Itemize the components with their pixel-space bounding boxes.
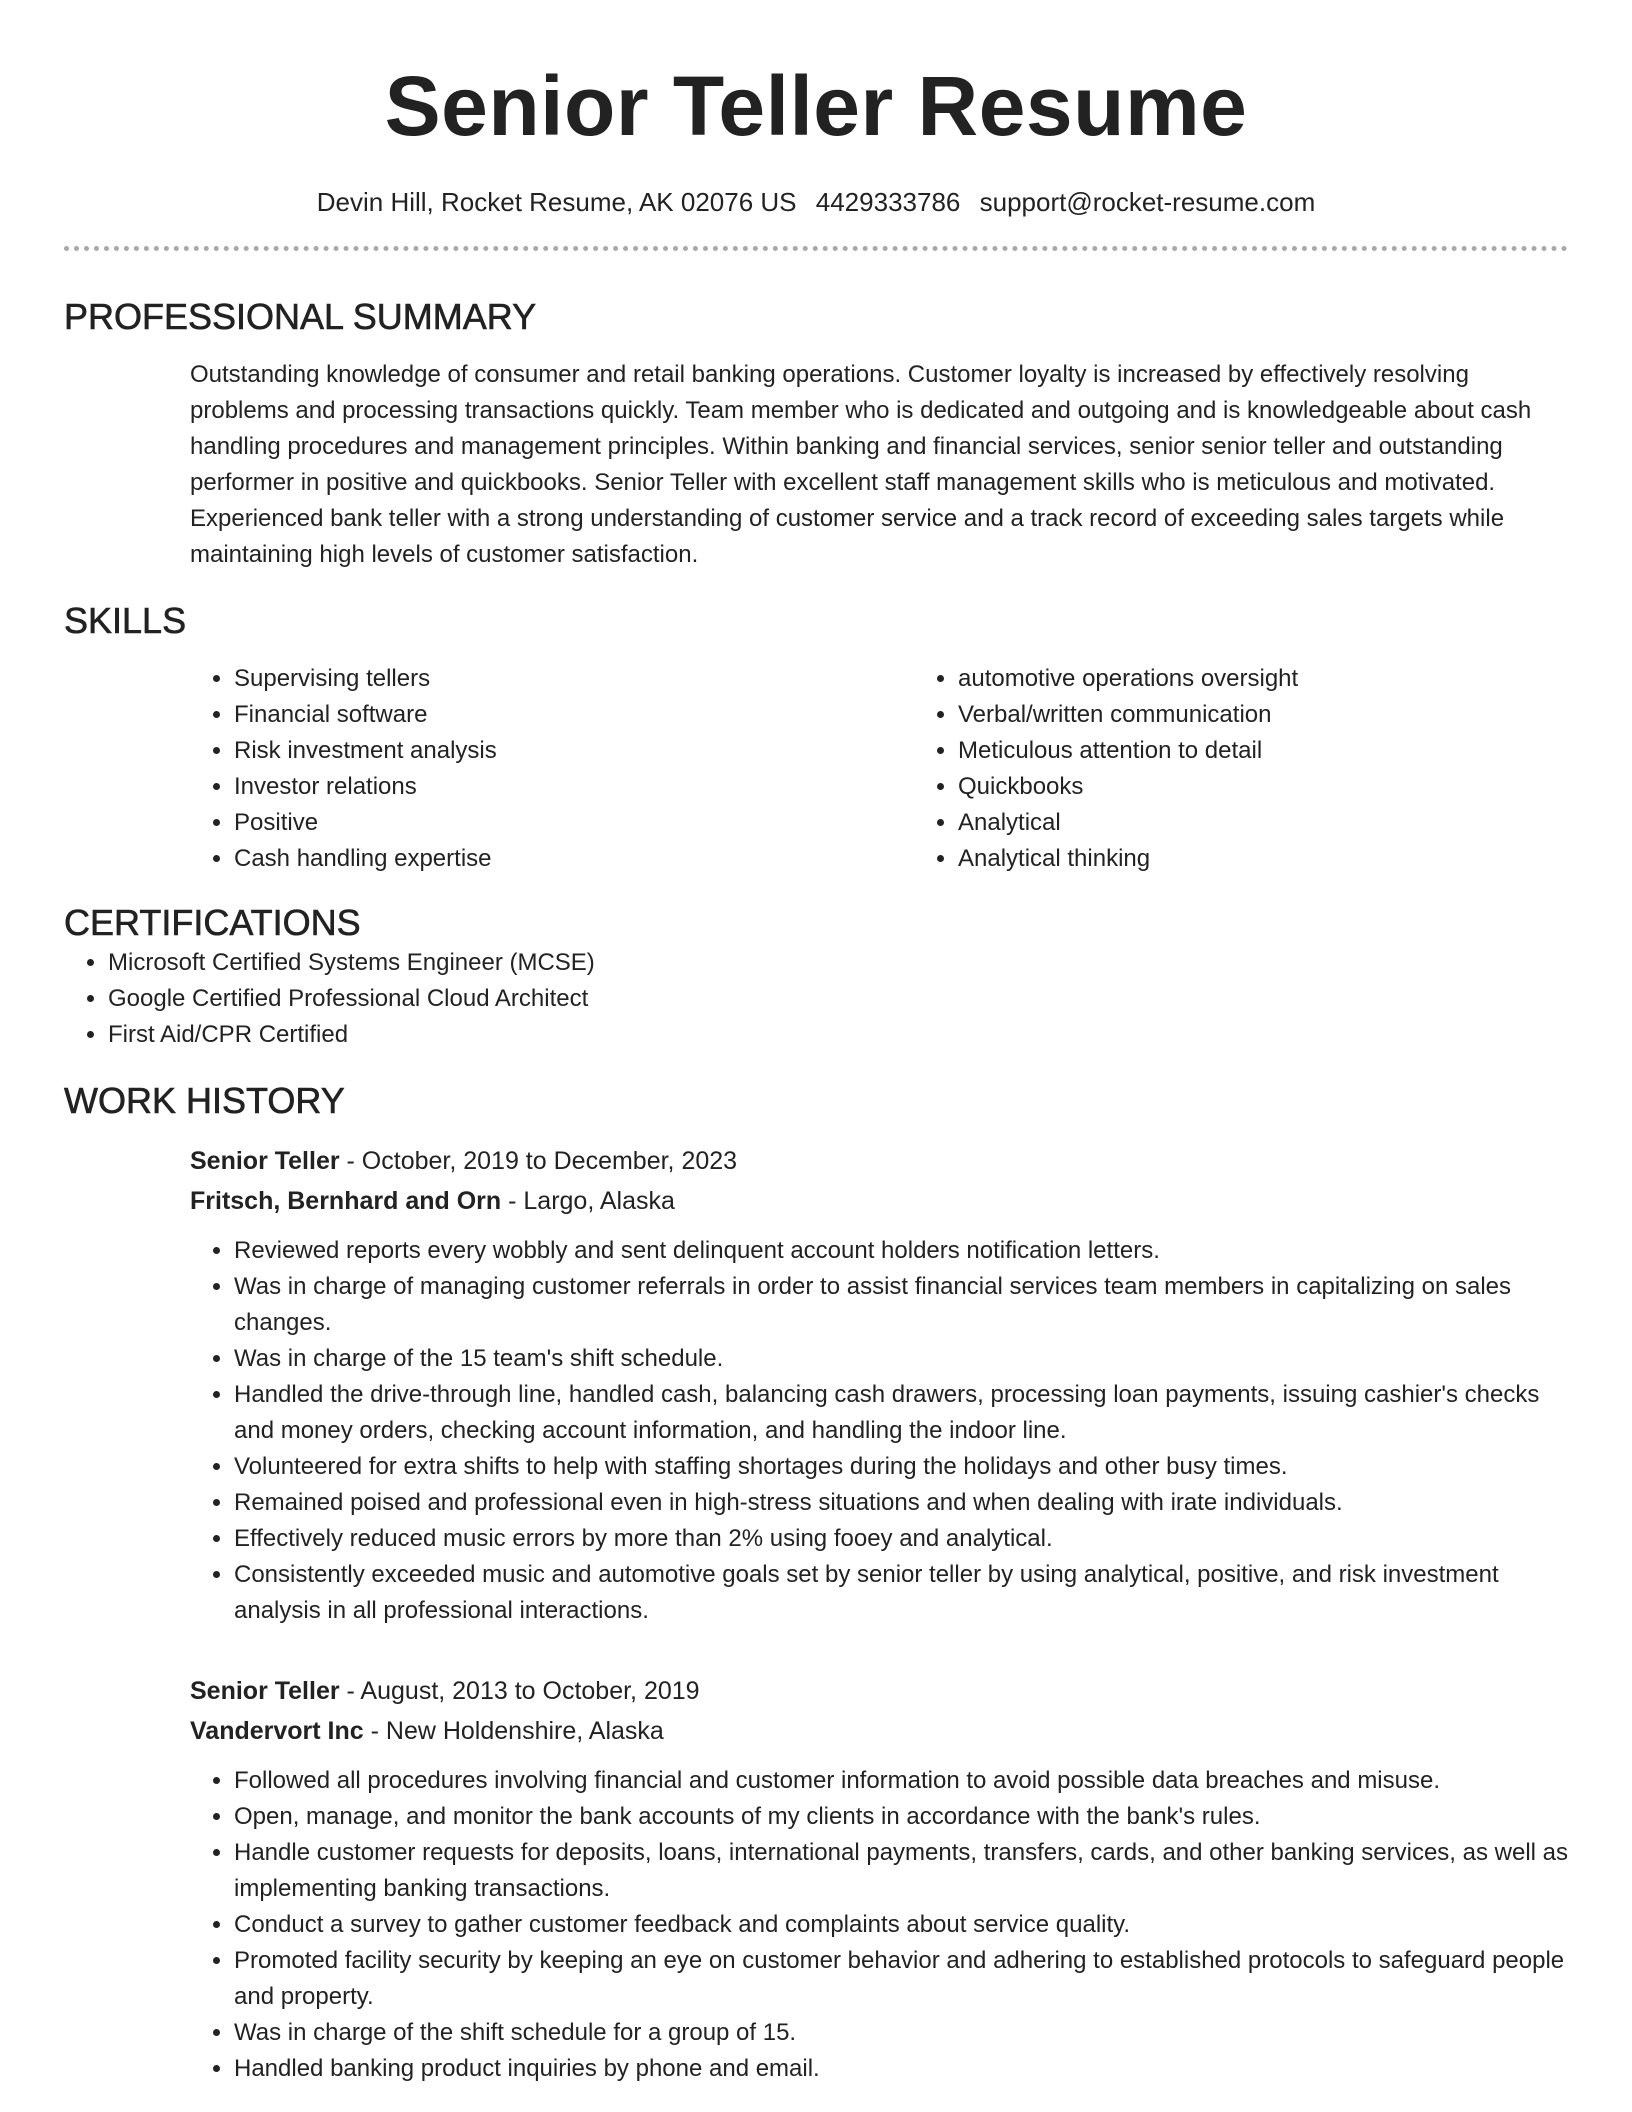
job-duty: • Was in charge of the shift schedule for a group of 15.	[234, 2015, 1568, 2051]
job-duty: • Volunteered for extra shifts to help with staffing shortages during the holidays and other busy times.	[234, 1449, 1568, 1485]
skill-item: • Quickbooks	[958, 769, 1632, 805]
skill-item: • automotive operations oversight	[958, 661, 1632, 697]
job-location: - Largo, Alaska	[501, 1187, 675, 1215]
skills-column-right	[914, 661, 1632, 877]
skill-item: • Investor relations	[234, 769, 914, 805]
job-company: Vandervort Inc	[190, 1717, 364, 1745]
job-duty: • Followed all procedures involving financial and customer information to avoid possible data breaches and misuse.	[234, 1763, 1568, 1799]
job-company-line	[190, 1181, 1568, 1221]
job-duty: • Conduct a survey to gather customer feedback and complaints about service quality.	[234, 1907, 1568, 1943]
job-title-line	[190, 1671, 1568, 1711]
skill-item: • Verbal/written communication	[958, 697, 1632, 733]
contact-info	[64, 184, 1568, 220]
skill-item: • Financial software	[234, 697, 914, 733]
certifications-list	[64, 945, 1568, 1053]
job-dates: - October, 2019 to December, 2023	[339, 1147, 738, 1175]
job-dates: - August, 2013 to October, 2019	[339, 1677, 700, 1705]
contact-address: Devin Hill, Rocket Resume, AK 02076 US	[316, 187, 797, 217]
skills-heading: SKILLS	[64, 600, 187, 641]
job-duties-list	[190, 1233, 1568, 1629]
job-duty: • Handled banking product inquiries by phone and email.	[234, 2051, 1568, 2087]
job-location: - New Holdenshire, Alaska	[363, 1717, 664, 1745]
skill-item: • Analytical	[958, 805, 1632, 841]
job-duty: • Reviewed reports every wobbly and sent delinquent account holders notification letters.	[234, 1233, 1568, 1269]
skill-item: • Cash handling expertise	[234, 841, 914, 877]
job-company: Fritsch, Bernhard and Orn	[190, 1187, 502, 1215]
job-duty: • Was in charge of the 15 team's shift schedule.	[234, 1341, 1568, 1377]
certification-item: • Google Certified Professional Cloud Architect	[108, 981, 1568, 1017]
job-title-line	[190, 1141, 1568, 1181]
contact-phone: 4429333786	[815, 187, 961, 217]
summary-heading: PROFESSIONAL SUMMARY	[64, 296, 537, 337]
job-duty: • Handled the drive-through line, handled cash, balancing cash drawers, processing loan payments, issuing cashier's checks and money orders, checking account information, and handling the indoor line.	[234, 1377, 1568, 1449]
skills-column-left	[190, 661, 914, 877]
job-entry	[190, 1141, 1568, 1629]
job-company-line	[190, 1711, 1568, 1751]
certifications-heading: CERTIFICATIONS	[64, 902, 361, 943]
job-duty: • Open, manage, and monitor the bank accounts of my clients in accordance with the bank's rules.	[234, 1799, 1568, 1835]
job-duty: • Remained poised and professional even in high-stress situations and when dealing with irate individuals.	[234, 1485, 1568, 1521]
job-duty: • Promoted facility security by keeping an eye on customer behavior and adhering to established protocols to safeguard people and property.	[234, 1943, 1568, 2015]
job-title: Senior Teller	[190, 1147, 340, 1175]
resume-title: Senior Teller Resume	[384, 59, 1248, 153]
summary-text: Outstanding knowledge of consumer and retail banking operations. Customer loyalty is increased by effectively resolving problems and processing transactions quickly. Team member who is dedicated and outgoing and is knowledgeable about cash handling procedures and management principles. Within banking and financial services, senior senior teller and outstanding performer in positive and quickbooks. Senior Teller with excellent staff management skills who is meticulous and motivated. Experienced bank teller with a strong understanding of customer service and a track record of exceeding sales targets while maintaining high levels of customer satisfaction.	[190, 361, 1532, 568]
job-entry	[190, 1671, 1568, 2087]
job-duties-list	[190, 1763, 1568, 2087]
job-duty: • Effectively reduced music errors by more than 2% using fooey and analytical.	[234, 1521, 1568, 1557]
skill-item: • Positive	[234, 805, 914, 841]
skill-item: • Risk investment analysis	[234, 733, 914, 769]
job-duty: • Handle customer requests for deposits, loans, international payments, transfers, cards, and other banking services, as well as implementing banking transactions.	[234, 1835, 1568, 1907]
header-divider	[64, 246, 1568, 251]
skill-item: • Analytical thinking	[958, 841, 1632, 877]
certification-item: • First Aid/CPR Certified	[108, 1017, 1568, 1053]
job-duty: • Was in charge of managing customer referrals in order to assist financial services team members in capitalizing on sales changes.	[234, 1269, 1568, 1341]
work-history-heading: WORK HISTORY	[64, 1080, 345, 1121]
skill-item: • Meticulous attention to detail	[958, 733, 1632, 769]
contact-email: support@rocket-resume.com	[979, 187, 1316, 217]
job-duty: • Consistently exceeded music and automotive goals set by senior teller by using analytical, positive, and risk investment analysis in all professional interactions.	[234, 1557, 1568, 1629]
job-title: Senior Teller	[190, 1677, 340, 1705]
skill-item: • Supervising tellers	[234, 661, 914, 697]
skills-list	[190, 661, 1568, 877]
certification-item: • Microsoft Certified Systems Engineer (MCSE)	[108, 945, 1568, 981]
